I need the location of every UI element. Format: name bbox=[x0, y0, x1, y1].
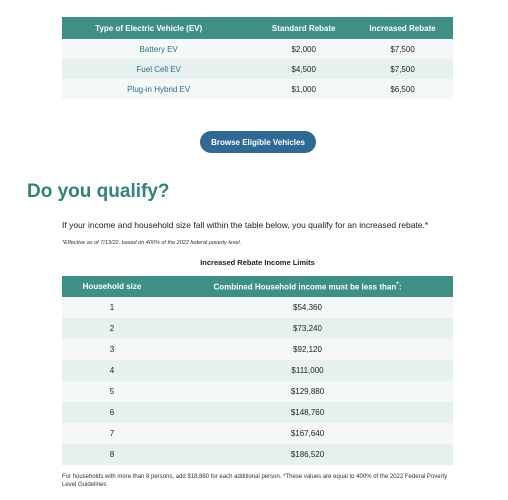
household-size-cell: 5 bbox=[62, 381, 162, 402]
income-table-title: Increased Rebate Income Limits bbox=[200, 258, 315, 267]
qualify-heading: Do you qualify? bbox=[27, 181, 170, 202]
column-header-vehicle-type: Type of Electric Vehicle (EV) bbox=[62, 17, 255, 39]
column-header-income-limit bbox=[162, 276, 453, 297]
standard-rebate-cell: $4,500 bbox=[255, 59, 352, 79]
household-size-cell: 1 bbox=[62, 297, 162, 318]
income-limits-table bbox=[62, 276, 453, 465]
income-limit-cell: $73,240 bbox=[162, 318, 453, 339]
income-limit-cell: $186,520 bbox=[162, 444, 453, 465]
household-size-cell: 8 bbox=[62, 444, 162, 465]
table-row bbox=[62, 297, 453, 318]
income-limit-cell: $54,360 bbox=[162, 297, 453, 318]
increased-rebate-cell: $7,500 bbox=[352, 39, 453, 59]
household-size-cell: 3 bbox=[62, 339, 162, 360]
household-size-cell: 6 bbox=[62, 402, 162, 423]
table-row bbox=[62, 444, 453, 465]
column-header-increased-rebate: Increased Rebate bbox=[352, 17, 453, 39]
column-header-standard-rebate: Standard Rebate bbox=[255, 17, 352, 39]
income-header-text: Combined Household income must be less than bbox=[213, 282, 397, 292]
increased-rebate-cell: $6,500 bbox=[352, 79, 453, 99]
vehicle-type-link[interactable]: Battery EV bbox=[62, 39, 255, 59]
income-limit-cell: $129,880 bbox=[162, 381, 453, 402]
column-header-household-size: Household size bbox=[62, 276, 162, 297]
household-size-cell: 4 bbox=[62, 360, 162, 381]
qualify-intro-text: If your income and household size fall within the table below, you qualify for an increased rebate.* bbox=[62, 220, 429, 230]
income-limit-cell: $148,760 bbox=[162, 402, 453, 423]
table-row bbox=[62, 59, 453, 79]
standard-rebate-cell: $2,000 bbox=[255, 39, 352, 59]
income-limit-cell: $167,640 bbox=[162, 423, 453, 444]
vehicle-type-link[interactable]: Fuel Cell EV bbox=[62, 59, 255, 79]
effective-date-note: *Effective as of 7/13/22, based on 400% of the 2022 federal poverty level. bbox=[62, 240, 242, 246]
vehicle-type-link[interactable]: Plug-in Hybrid EV bbox=[62, 79, 255, 99]
household-size-cell: 7 bbox=[62, 423, 162, 444]
table-row bbox=[62, 79, 453, 99]
income-header-colon: : bbox=[398, 282, 402, 292]
increased-rebate-cell: $7,500 bbox=[352, 59, 453, 79]
table-row bbox=[62, 39, 453, 59]
rebate-table bbox=[62, 17, 453, 99]
table-row bbox=[62, 339, 453, 360]
standard-rebate-cell: $1,000 bbox=[255, 79, 352, 99]
table-row bbox=[62, 423, 453, 444]
household-size-cell: 2 bbox=[62, 318, 162, 339]
income-limit-cell: $111,000 bbox=[162, 360, 453, 381]
table-row bbox=[62, 381, 453, 402]
income-header-asterisk: * bbox=[396, 281, 399, 289]
rebate-table-header-row bbox=[62, 17, 453, 39]
table-row bbox=[62, 318, 453, 339]
browse-eligible-vehicles-button[interactable]: Browse Eligible Vehicles bbox=[200, 131, 316, 153]
income-limit-cell: $92,120 bbox=[162, 339, 453, 360]
household-footnote: For households with more than 8 persons, add $18,880 for each additional person. *These values are equal to 400% of the 2022 Federal Poverty Level Guidelines bbox=[62, 474, 448, 488]
table-row bbox=[62, 402, 453, 423]
income-table-header-row bbox=[62, 276, 453, 297]
table-row bbox=[62, 360, 453, 381]
